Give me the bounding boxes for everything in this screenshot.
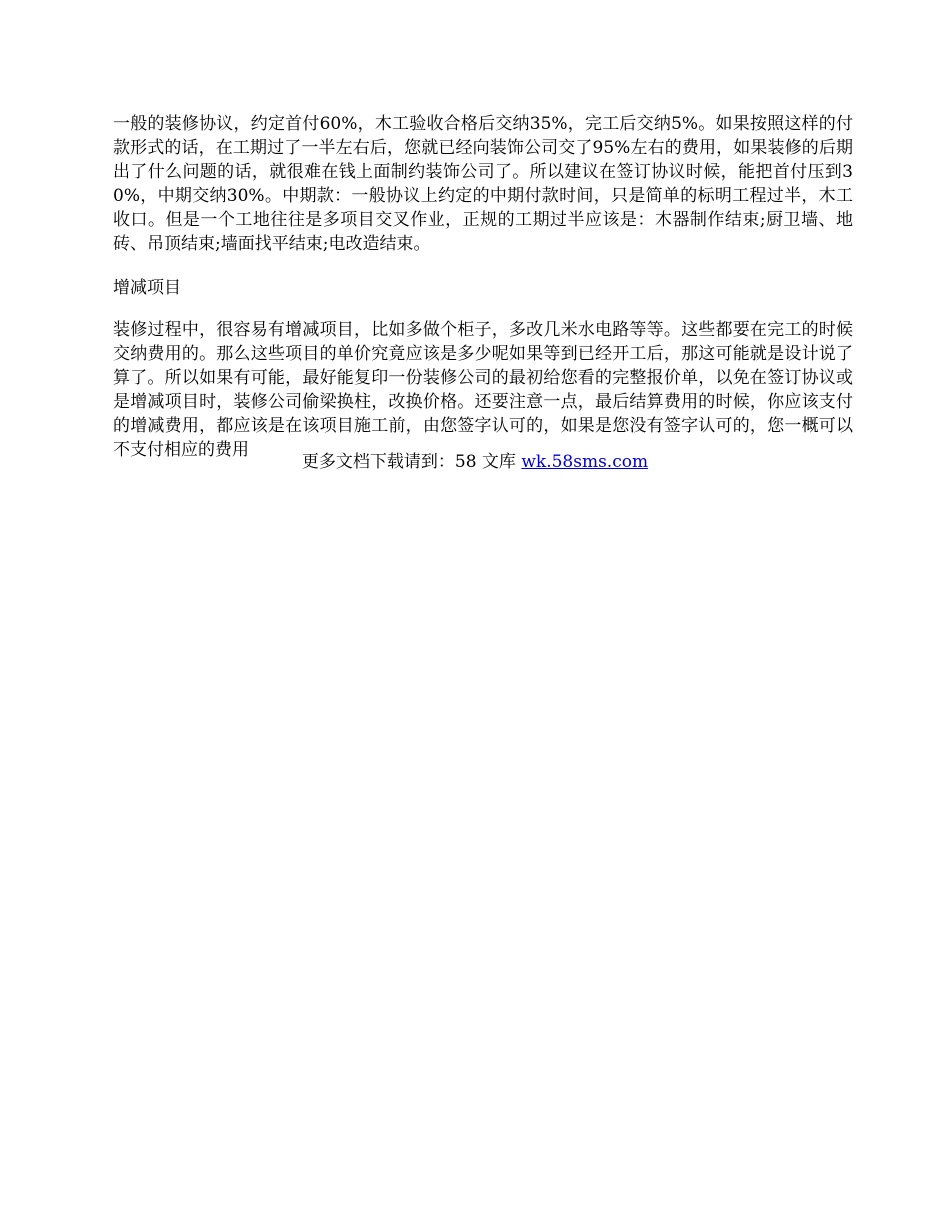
paragraph-extra-items: 装修过程中，很容易有增减项目，比如多做个柜子，多改几米水电路等等。这些都要在完工的时候交纳费用的。那么这些项目的单价究竟应该是多少呢如果等到已经开工后，那这可能就是设计说了算了。所以如果有可能，最好能复印一份装修公司的最初给您看的完整报价单，以免在签订协议或是增减项目时，装修公司偷梁换柱，改换价格。还要注意一点，最后结算费用的时候，你应该支付的增减费用，都应该是在该项目施工前，由您签字认可的，如果是您没有签字认可的，您一概可以不支付相应的费用 — [113, 320, 853, 460]
footer — [0, 450, 950, 474]
document-body — [113, 112, 853, 462]
section-heading: 增减项目 — [113, 278, 181, 298]
footer-text: 更多文档下载请到：58 文库 — [301, 452, 522, 472]
footer-link[interactable]: wk.58sms.com — [521, 452, 649, 472]
paragraph-payment-terms: 一般的装修协议，约定首付60%，木工验收合格后交纳35%，完工后交纳5%。如果按照这样的付款形式的话，在工期过了一半左右后，您就已经向装饰公司交了95%左右的费用，如果装修的后期出了什么问题的话，就很难在钱上面制约装饰公司了。所以建议在签订协议时候，能把首付压到30%，中期交纳30%。中期款：一般协议上约定的中期付款时间，只是简单的标明工程过半，木工收口。但是一个工地往往是多项目交叉作业，正规的工期过半应该是：木器制作结束;厨卫墙、地砖、吊顶结束;墙面找平结束;电改造结束。 — [113, 114, 853, 254]
